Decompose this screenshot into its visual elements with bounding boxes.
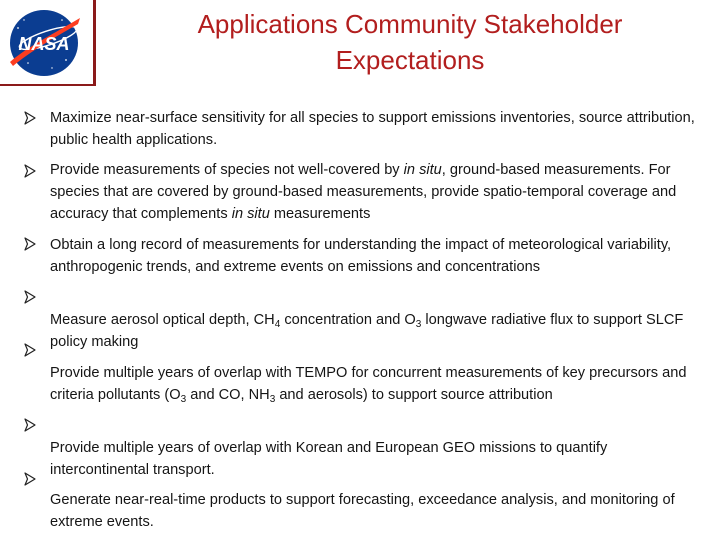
bullet-item-4: Measure aerosol optical depth, $CH_4$ concentration and $O_3$ longwave radiative flux to support SLCF policy making [50,312,684,350]
arrow-bullet-icon [23,343,37,357]
arrow-bullet-icon [23,290,37,304]
logo-wordmark: NASA [18,34,70,54]
bullet-item-3: Obtain a long record of measurements for understanding the impact of meteorological variability, anthropogenic trends, and extreme events on emissions and concentrations [50,237,672,275]
bullet-item-7: Generate near-real-time products to support forecasting, exceedance analysis, and monitoring of extreme events. [50,492,675,530]
arrow-bullet-icon [23,237,37,251]
arrow-bullet-icon [23,111,37,125]
slide-title-line-1: Applications Community Stakeholder [197,9,623,39]
bullet-item-2: Provide measurements of species not well-covered by in situ, ground-based measurements. For species that are covered by ground-based measurements, provide spatio-temporal coverage and accuracy that complements in situ measurements [50,162,677,222]
bullet-item-6: Provide multiple years of overlap with Korean and European GEO missions to quantify intercontinental transport. [50,440,608,478]
slide-title-line-2: Expectations [335,45,485,75]
header-vertical-rule [93,0,96,86]
nasa-meatball-icon [4,8,84,78]
header-horizontal-rule [0,84,96,86]
bullet-item-1: Maximize near-surface sensitivity for all species to support emissions inventories, source attribution, public health applications. [50,110,695,148]
arrow-bullet-icon [23,418,37,432]
bullet-item-5: Provide multiple years of overlap with TEMPO for concurrent measurements of key precursors and criteria pollutants ($O_3$ and CO, $NH_3$ and aerosols) to support source attribution [50,365,687,405]
arrow-bullet-icon [23,472,37,486]
slide-header [0,0,720,86]
arrow-bullet-icon [23,164,37,178]
nasa-logo [4,8,84,78]
slide-title [110,6,710,78]
